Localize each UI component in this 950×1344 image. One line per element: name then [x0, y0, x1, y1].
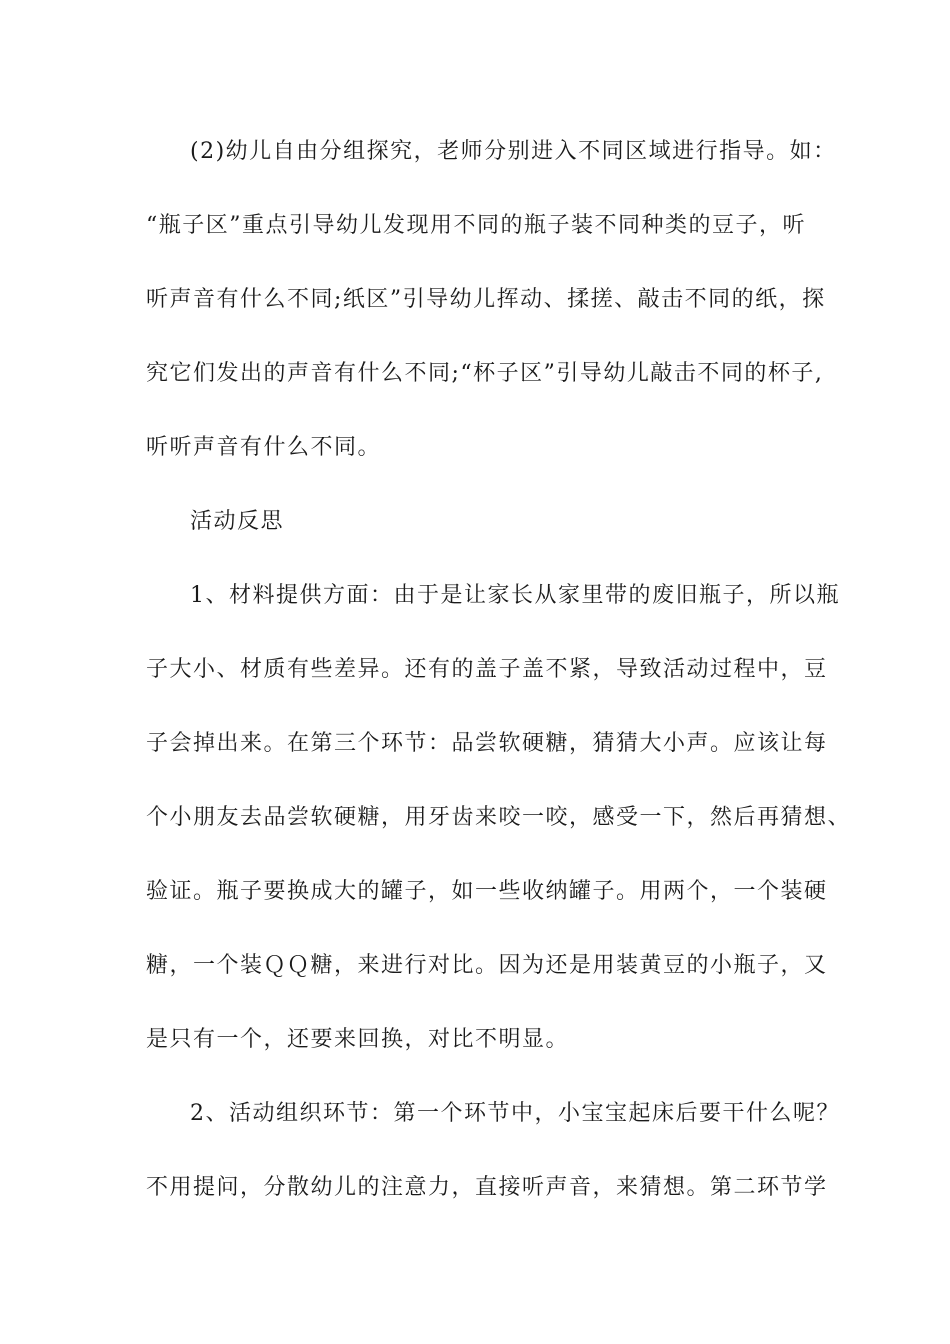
paragraph-line: 是只有一个，还要来回换，对比不明显。: [146, 1027, 570, 1052]
paragraph-line: 听声音有什么不同;纸区”引导幼儿挥动、揉搓、敲击不同的纸，探: [146, 287, 826, 312]
paragraph-line: 子会掉出来。在第三个环节：品尝软硬糖，猜猜大小声。应该让每: [146, 731, 828, 756]
paragraph-line: 验证。瓶子要换成大的罐子，如一些收纳罐子。用两个，一个装硬: [146, 879, 828, 904]
paragraph-line: 个小朋友去品尝软硬糖，用牙齿来咬一咬，感受一下，然后再猜想、: [146, 805, 852, 830]
paragraph-line: 1、材料提供方面：由于是让家长从家里带的废旧瓶子，所以瓶: [190, 583, 840, 608]
paragraph-line: 子大小、材质有些差异。还有的盖子盖不紧，导致活动过程中，豆: [146, 657, 828, 682]
section-heading: 活动反思: [190, 509, 285, 534]
paragraph-line: 不用提问，分散幼儿的注意力，直接听声音，来猜想。第二环节学: [146, 1175, 828, 1200]
paragraph-line: 究它们发出的声音有什么不同;“杯子区”引导幼儿敲击不同的杯子,: [146, 361, 824, 386]
paragraph-line: 2、活动组织环节：第一个环节中，小宝宝起床后要干什么呢？: [190, 1101, 840, 1126]
paragraph-line: (2)幼儿自由分组探究，老师分别进入不同区域进行指导。如：: [190, 139, 837, 164]
paragraph-line: 听听声音有什么不同。: [146, 435, 382, 460]
paragraph-line: 糖，一个装ＱＱ糖，来进行对比。因为还是用装黄豆的小瓶子，又: [146, 953, 828, 978]
paragraph-line: “瓶子区”重点引导幼儿发现用不同的瓶子装不同种类的豆子，听: [146, 213, 806, 238]
